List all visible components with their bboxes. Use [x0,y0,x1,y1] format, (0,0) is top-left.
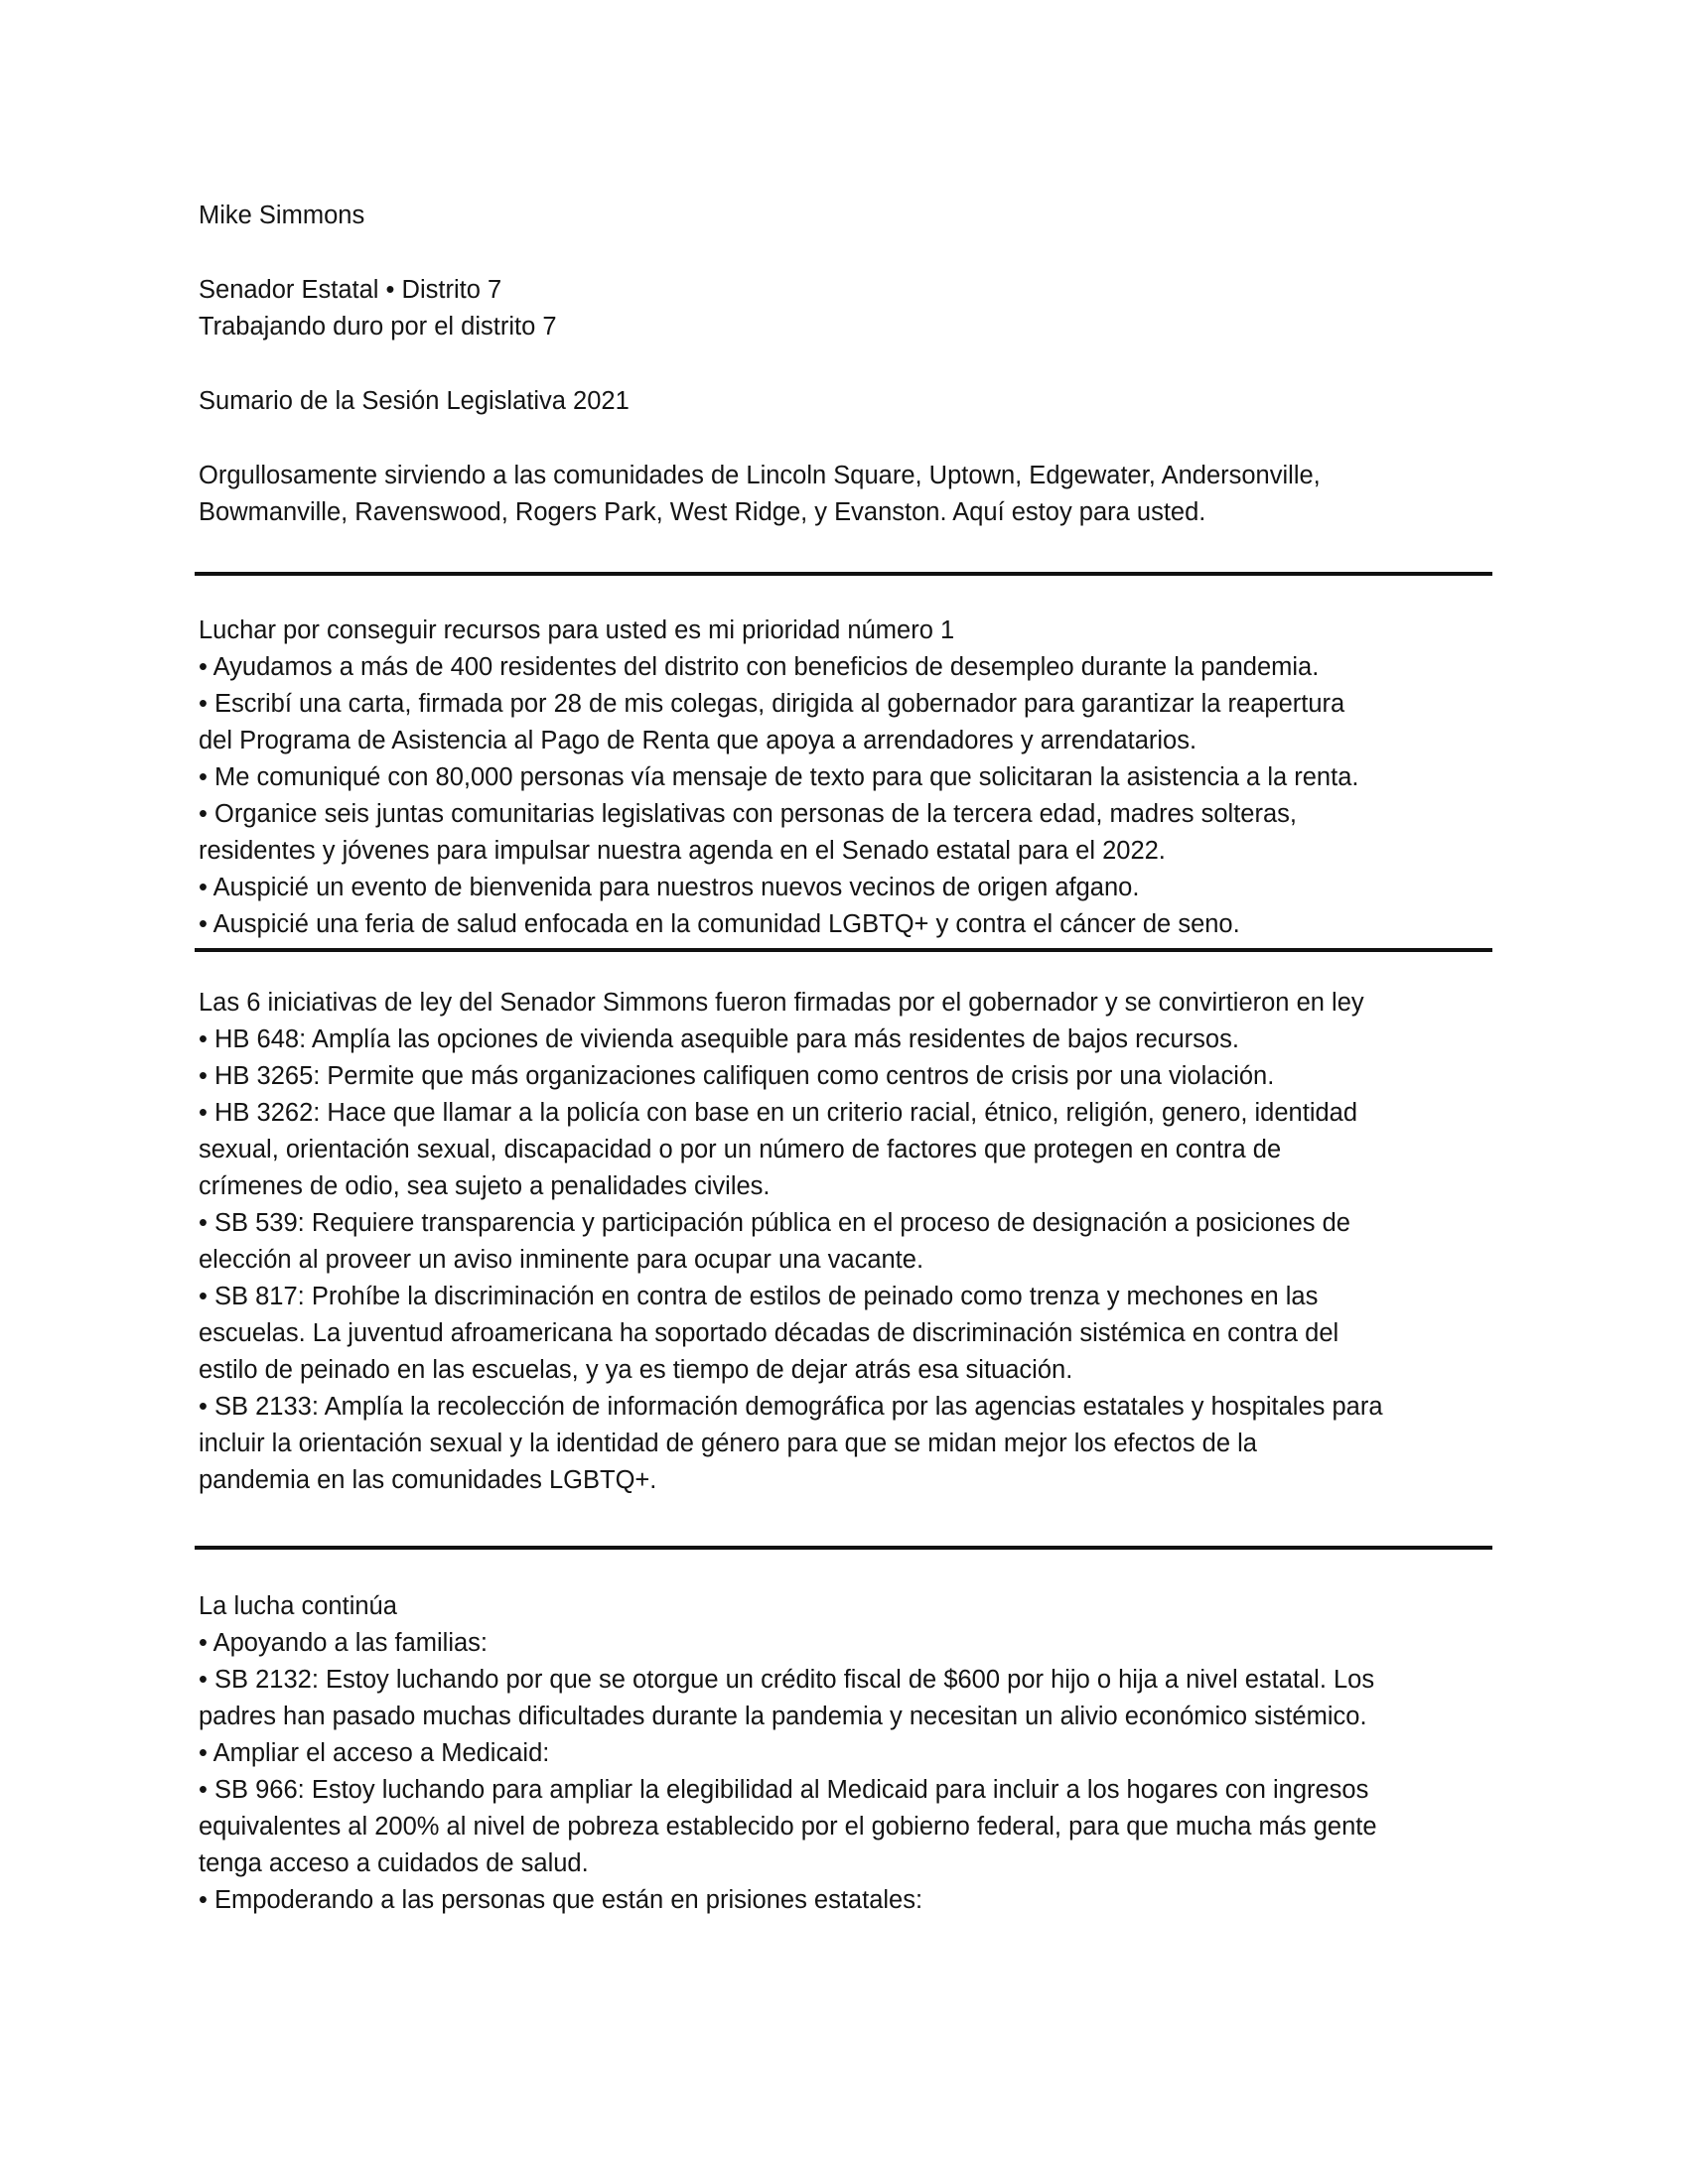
section-1-line: • Ayudamos a más de 400 residentes del distrito con beneficios de desempleo durante la pandemia. [199,653,1320,681]
section-1-line: • Me comuniqué con 80,000 personas vía mensaje de texto para que solicitaran la asistencia a la renta. [199,763,1359,791]
section-divider [195,572,1492,576]
section-3-line: equivalentes al 200% al nivel de pobreza establecido por el gobierno federal, para que mucha más gente [199,1813,1377,1841]
section-1-line: del Programa de Asistencia al Pago de Renta que apoya a arrendadores y arrendatarios. [199,727,1197,754]
section-2-line: crímenes de odio, sea sujeto a penalidades civiles. [199,1172,771,1200]
section-2-line: elección al proveer un aviso inminente para ocupar una vacante. [199,1246,924,1274]
section-2-line: incluir la orientación sexual y la identidad de género para que se midan mejor los efectos de la [199,1430,1257,1457]
section-2-line: sexual, orientación sexual, discapacidad o por un número de factores que protegen en contra de [199,1136,1282,1163]
section-1-line: • Auspicié una feria de salud enfocada en la comunidad LGBTQ+ y contra el cáncer de seno. [199,910,1240,938]
section-divider [195,1546,1492,1550]
section-2-line: • SB 817: Prohíbe la discriminación en contra de estilos de peinado como trenza y mechones en las [199,1283,1319,1310]
author-name: Mike Simmons [199,202,365,229]
section-2-line: • HB 3265: Permite que más organizaciones califiquen como centros de crisis por una violación. [199,1062,1275,1090]
section-2-line: escuelas. La juventud afroamericana ha soportado décadas de discriminación sistémica en contra del [199,1319,1339,1347]
document-title: Sumario de la Sesión Legislativa 2021 [199,387,630,415]
author-title: Senador Estatal • Distrito 7 [199,276,502,304]
section-1-line: • Auspicié un evento de bienvenida para nuestros nuevos vecinos de origen afgano. [199,874,1140,901]
section-3-line: • SB 966: Estoy luchando para ampliar la elegibilidad al Medicaid para incluir a los hogares con ingresos [199,1776,1369,1804]
section-3-line: tenga acceso a cuidados de salud. [199,1849,589,1877]
section-3-line: • SB 2132: Estoy luchando por que se otorgue un crédito fiscal de $600 por hijo o hija a nivel estatal. Los [199,1666,1375,1694]
intro-line-1: Orgullosamente sirviendo a las comunidades de Lincoln Square, Uptown, Edgewater, Andersonville, [199,462,1321,489]
section-3-line: • Apoyando a las familias: [199,1629,489,1657]
section-2-line: • SB 539: Requiere transparencia y participación pública en el proceso de designación a posiciones de [199,1209,1350,1237]
section-3-line: padres han pasado muchas dificultades durante la pandemia y necesitan un alivio económico sistémico. [199,1703,1367,1730]
section-divider [195,948,1492,952]
section-2-line: • SB 2133: Amplía la recolección de información demográfica por las agencias estatales y hospitales para [199,1393,1383,1421]
section-2-line: • HB 648: Amplía las opciones de vivienda asequible para más residentes de bajos recursos. [199,1025,1239,1053]
section-2-line: estilo de peinado en las escuelas, y ya es tiempo de dejar atrás esa situación. [199,1356,1073,1384]
section-1-line: • Escribí una carta, firmada por 28 de mis colegas, dirigida al gobernador para garantizar la reapertura [199,690,1345,718]
intro-line-2: Bowmanville, Ravenswood, Rogers Park, West Ridge, y Evanston. Aquí estoy para usted. [199,498,1206,526]
author-tagline: Trabajando duro por el distrito 7 [199,313,557,341]
section-2-line: • HB 3262: Hace que llamar a la policía con base en un criterio racial, étnico, religión, genero, identidad [199,1099,1358,1127]
section-3-line: • Ampliar el acceso a Medicaid: [199,1739,550,1767]
section-1-line: • Organice seis juntas comunitarias legislativas con personas de la tercera edad, madres solteras, [199,800,1297,828]
section-3-heading: La lucha continúa [199,1592,397,1620]
section-2-heading: Las 6 iniciativas de ley del Senador Simmons fueron firmadas por el gobernador y se convirtieron en ley [199,989,1364,1017]
section-3-line: • Empoderando a las personas que están en prisiones estatales: [199,1886,923,1914]
section-1-heading: Luchar por conseguir recursos para usted es mi prioridad número 1 [199,616,955,644]
section-2-line: pandemia en las comunidades LGBTQ+. [199,1466,657,1494]
section-1-line: residentes y jóvenes para impulsar nuestra agenda en el Senado estatal para el 2022. [199,837,1166,865]
